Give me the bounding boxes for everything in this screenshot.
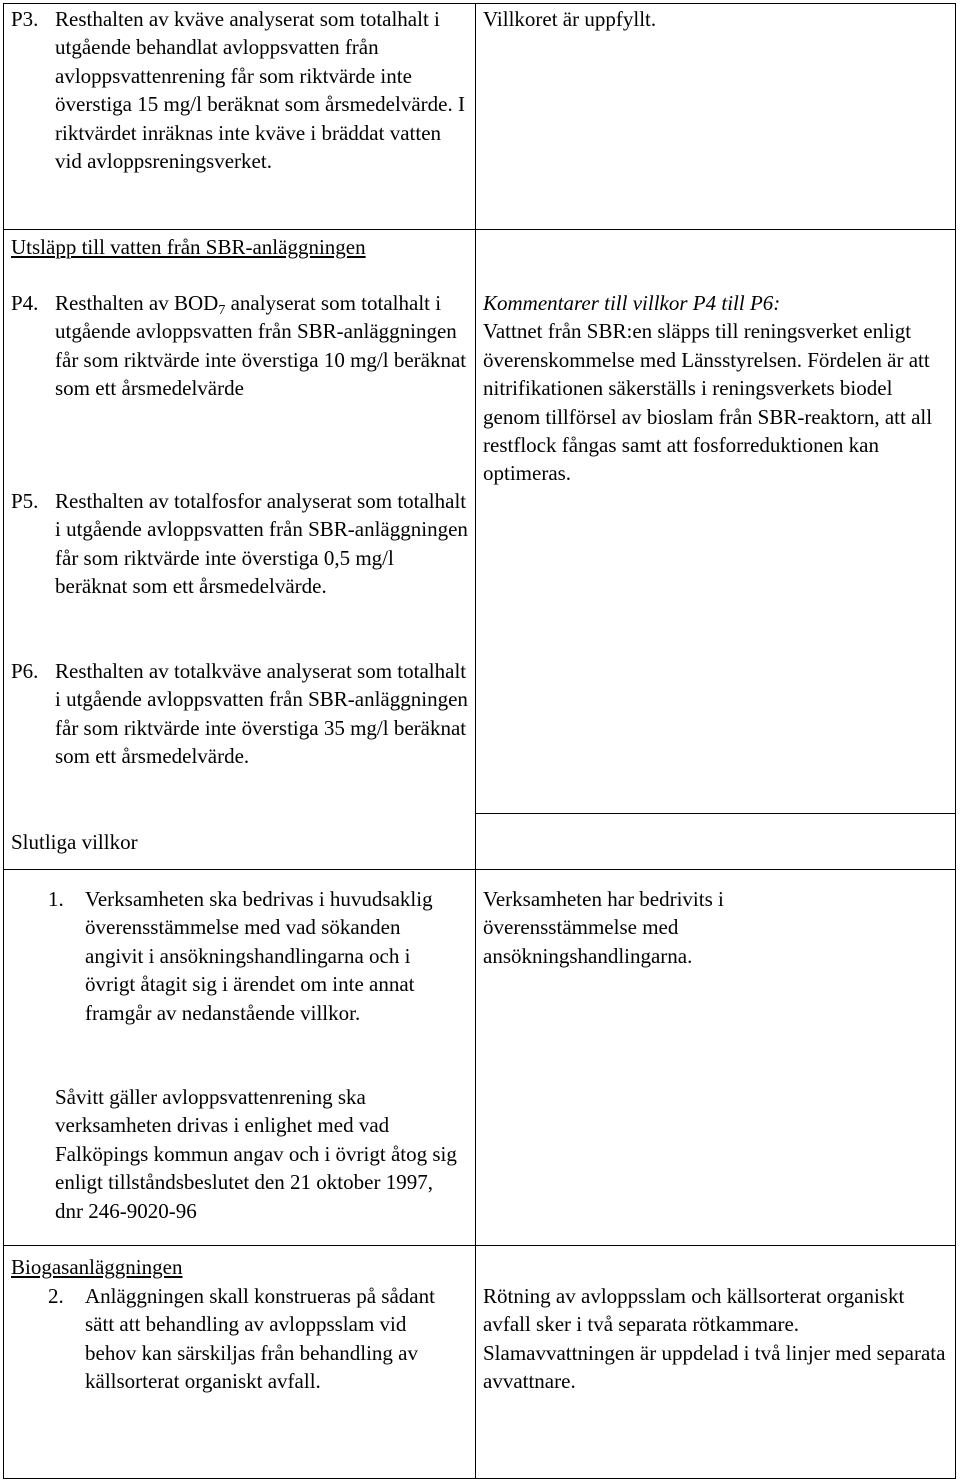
condition-text-part: Resthalten av BOD [55,291,219,315]
row-divider [3,1245,956,1246]
section-heading-biogas: Biogasanläggningen [11,1255,183,1279]
comment-title: Kommentarer till villkor P4 till P6: [483,291,781,315]
condition-number: 2. [48,1284,64,1308]
comment-condition-1: Verksamheten har bedrivits i överensstämmelse med ansökningshandlingarna. [483,887,724,968]
condition-text [55,289,471,403]
condition-1 [48,885,460,1027]
section-heading-sbr: Utsläpp till vatten från SBR-anläggningen [11,235,366,259]
condition-p4 [11,289,471,403]
condition-p3 [11,5,471,175]
comment-p4-p6 [483,289,953,488]
condition-text: Anläggningen skall konstrueras på sådant sätt att behandling av avloppsslam vid behov kan särskiljas från behandling av källsorterat organiskt avfall. [85,1284,435,1394]
condition-text: Verksamheten ska bedrivas i huvudsaklig överensstämmelse med vad sökanden angivit i ansökningshandlingarna och i övrigt åtagit sig i ärendet om inte annat framgår av nedanstående villkor. [85,887,433,1025]
condition-number: P3. [11,7,39,31]
comment-p3: Villkoret är uppfyllt. [483,7,657,31]
section-heading-final: Slutliga villkor [11,830,138,854]
condition-text: Resthalten av totalkväve analyserat som totalhalt i utgående avloppsvatten från SBR-anläggningen får som riktvärde inte överstiga 35 mg/l beräknat som ett årsmedelvärde. [55,659,468,769]
condition-p5 [11,487,471,601]
condition-number: 1. [48,887,64,911]
row-divider [475,813,956,814]
comment-condition-2: Rötning av avloppsslam och källsorterat organiskt avfall sker i två separata rötkammare. Slamavvattningen är uppdelad i två linjer med separata avvattnare. [483,1284,946,1394]
condition-text: Resthalten av kväve analyserat som totalhalt i utgående behandlat avloppsvatten från avloppsvattenrening får som riktvärde inte överstiga 15 mg/l beräknat som årsmedelvärde. I riktvärdet inräknas inte kväve i bräddat vatten vid avloppsreningsverket. [55,7,465,174]
condition-2 [48,1282,460,1396]
condition-1-extra: Såvitt gäller avloppsvattenrening ska verksamheten drivas i enlighet med vad Falköpings kommun angav och i övrigt åtog sig enligt tillståndsbeslutet den 21 oktober 1997, dnr 246-9020-96 [55,1085,457,1223]
row-divider [3,229,956,230]
condition-number: P4. [11,291,39,315]
condition-p6 [11,657,471,771]
comment-text: Vattnet från SBR:en släpps till reningsverket enligt överenskommelse med Länsstyrelsen. Fördelen är att nitrifikationen säkerställs i reningsverkets biodel genom tillförsel av bioslam från SBR-reaktorn, att all restflock fångas samt att fosforreduktionen kan optimeras. [483,319,933,486]
subscript: 7 [218,303,226,318]
condition-number: P5. [11,489,39,513]
row-divider [3,869,956,870]
condition-number: P6. [11,659,39,683]
condition-text: Resthalten av totalfosfor analyserat som totalhalt i utgående avloppsvatten från SBR-anläggningen får som riktvärde inte överstiga 0,5 mg/l beräknat som ett årsmedelvärde. [55,489,468,599]
condition-text-part: analyserat som totalhalt i utgående avloppsvatten från SBR-anläggningen får som riktvärde inte överstiga 10 mg/l beräknat som ett årsmedelvärde [55,291,467,401]
column-divider [475,3,476,1479]
